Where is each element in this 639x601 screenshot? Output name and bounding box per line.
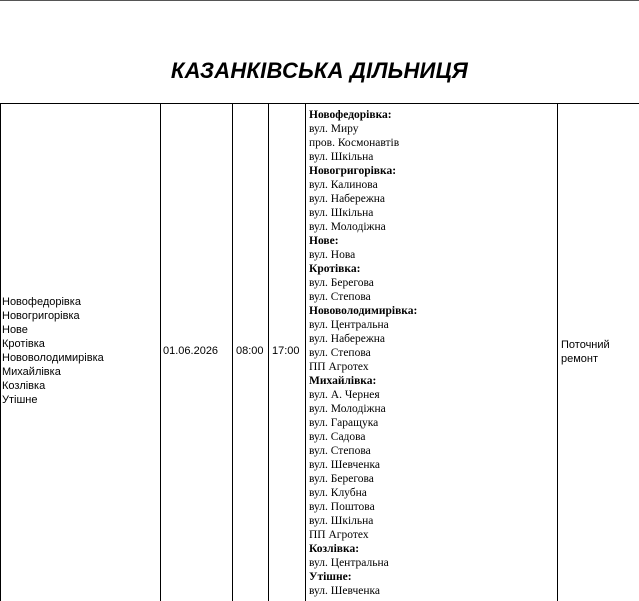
street-group-heading: Нове: — [309, 235, 339, 247]
street-item: пров. Космонавтів — [309, 137, 400, 149]
column-divider — [232, 103, 233, 601]
street-item: вул. Молодіжна — [309, 403, 386, 415]
table-top-border — [0, 103, 639, 104]
street-item: вул. Степова — [309, 445, 371, 457]
street-item: ПП Агротех — [309, 529, 369, 541]
street-item: вул. Степова — [309, 291, 371, 303]
reason-cell: Поточний ремонт — [561, 339, 610, 365]
time-from-cell: 08:00 — [236, 345, 264, 357]
street-item: вул. Набережна — [309, 333, 386, 345]
street-item: вул. Молодіжна — [309, 221, 386, 233]
settlement-item: Новофедорівка — [2, 296, 81, 308]
settlement-item: Утішне — [2, 394, 38, 406]
street-item: вул. Центральна — [309, 557, 389, 569]
street-item: вул. Степова — [309, 347, 371, 359]
street-item: вул. Шкільна — [309, 515, 374, 527]
column-divider — [305, 103, 306, 601]
street-item: ПП Агротех — [309, 361, 369, 373]
top-border-line — [0, 0, 639, 1]
time-to-cell: 17:00 — [272, 345, 300, 357]
street-item: вул. Шевченка — [309, 585, 381, 597]
settlement-item: Нововолодимирівка — [2, 352, 104, 364]
street-item: вул. Шкільна — [309, 207, 374, 219]
street-group-heading: Михайлівка: — [309, 375, 377, 387]
street-group-heading: Козлівка: — [309, 543, 360, 555]
street-item: вул. Нова — [309, 249, 356, 261]
settlement-item: Нове — [2, 324, 28, 336]
street-item: вул. Берегова — [309, 473, 374, 485]
street-item: вул. Поштова — [309, 501, 375, 513]
settlement-item: Михайлівка — [2, 366, 61, 378]
street-group-heading: Утішне: — [309, 571, 352, 583]
street-item: вул. Берегова — [309, 277, 374, 289]
street-item: вул. Гаращука — [309, 417, 379, 429]
street-group-heading: Кротівка: — [309, 263, 361, 275]
column-divider — [268, 103, 269, 601]
street-item: вул. Шевченка — [309, 459, 381, 471]
street-item: вул. Набережна — [309, 193, 386, 205]
column-divider — [160, 103, 161, 601]
settlement-item: Новогригорівка — [2, 310, 80, 322]
settlement-item: Кротівка — [2, 338, 45, 350]
street-item: вул. Центральна — [309, 319, 389, 331]
column-divider — [557, 103, 558, 601]
column-divider — [0, 103, 1, 601]
settlements-cell — [2, 295, 104, 407]
streets-cell — [309, 108, 417, 598]
street-group-heading: Новогригорівка: — [309, 165, 397, 177]
page-title: КАЗАНКІВСЬКА ДІЛЬНИЦЯ — [170, 58, 469, 83]
street-item: вул. Шкільна — [309, 151, 374, 163]
date-cell: 01.06.2026 — [163, 345, 219, 357]
street-item: вул. Калинова — [309, 179, 378, 191]
street-group-heading: Нововолодимирівка: — [309, 305, 418, 317]
settlement-item: Козлівка — [2, 380, 46, 392]
street-item: вул. Клубна — [309, 487, 367, 499]
street-item: вул. А. Чернея — [309, 389, 380, 401]
street-item: вул. Миру — [309, 123, 359, 135]
street-group-heading: Новофедорівка: — [309, 109, 392, 121]
street-item: вул. Садова — [309, 431, 366, 443]
